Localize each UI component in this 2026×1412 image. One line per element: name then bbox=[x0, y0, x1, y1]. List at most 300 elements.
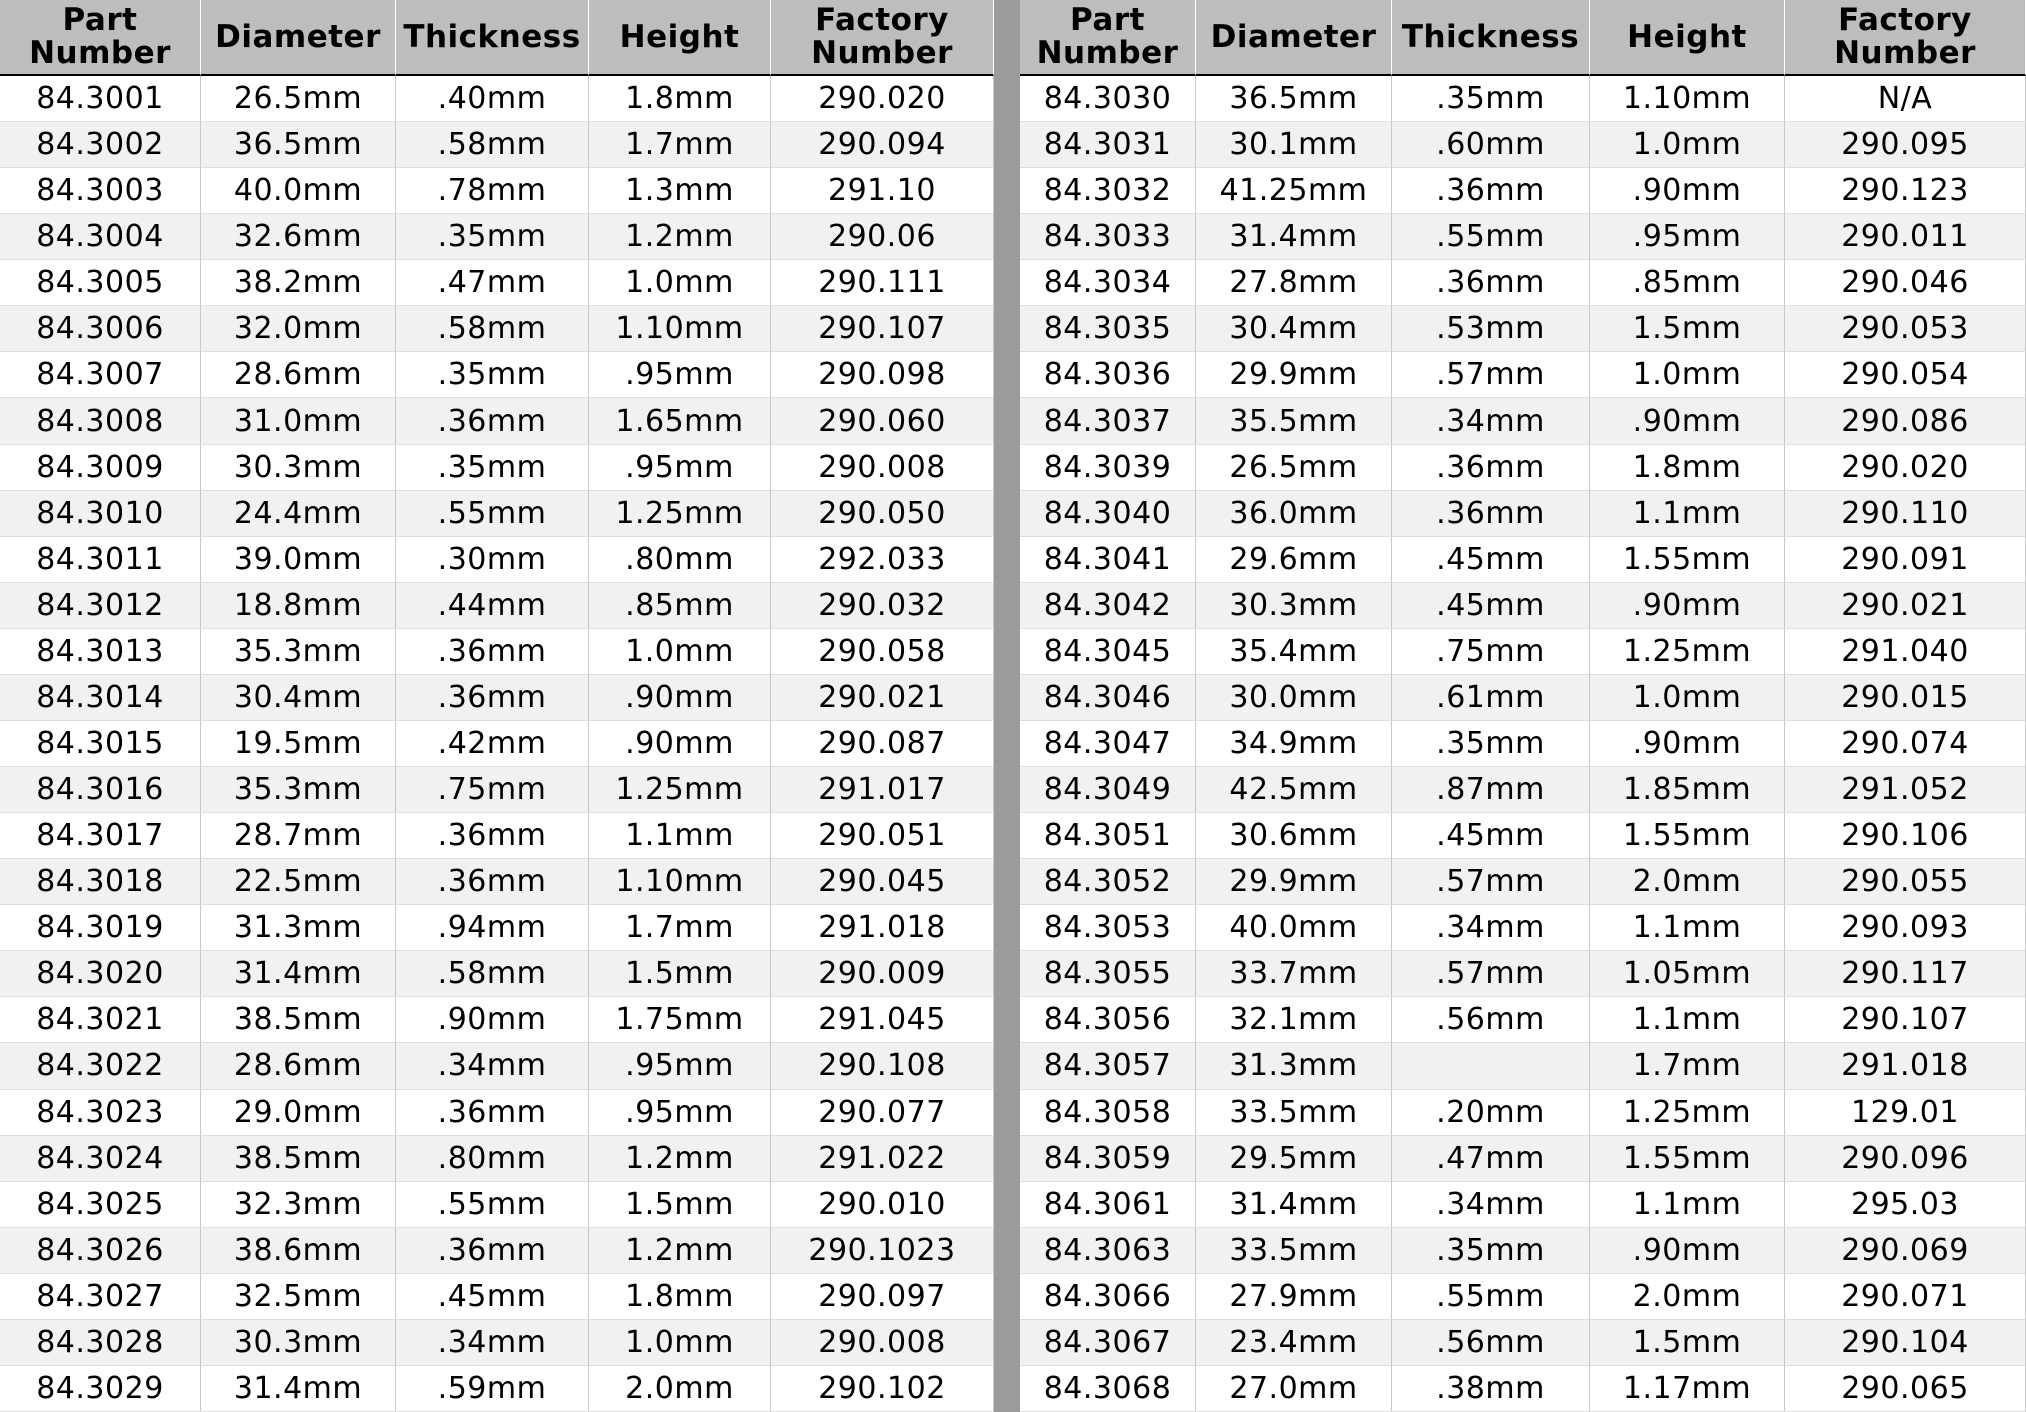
table-cell-diameter: 32.5mm bbox=[201, 1274, 396, 1320]
table-cell-height: .95mm bbox=[1590, 214, 1785, 260]
table-cell-thickness: .55mm bbox=[1392, 1274, 1590, 1320]
table-cell-diameter: 29.9mm bbox=[1196, 352, 1392, 398]
table-cell-diameter: 36.5mm bbox=[1196, 76, 1392, 122]
table-cell-thickness: .34mm bbox=[396, 1043, 589, 1089]
table-cell-part-number: 84.3015 bbox=[0, 721, 201, 767]
table-cell-factory-number: 290.106 bbox=[1785, 813, 2026, 859]
table-cell-part-number: 84.3057 bbox=[1020, 1043, 1196, 1089]
table-cell-diameter: 32.1mm bbox=[1196, 997, 1392, 1043]
table-cell-diameter: 29.5mm bbox=[1196, 1136, 1392, 1182]
table-cell-diameter: 26.5mm bbox=[1196, 445, 1392, 491]
table-cell-part-number: 84.3017 bbox=[0, 813, 201, 859]
table-cell-thickness: .34mm bbox=[1392, 905, 1590, 951]
table-cell-diameter: 30.6mm bbox=[1196, 813, 1392, 859]
table-cell-diameter: 30.4mm bbox=[1196, 306, 1392, 352]
table-cell-diameter: 23.4mm bbox=[1196, 1320, 1392, 1366]
table-cell-height: 2.0mm bbox=[1590, 1274, 1785, 1320]
table-cell-height: 1.1mm bbox=[1590, 1182, 1785, 1228]
table-cell-factory-number: 290.1023 bbox=[771, 1228, 994, 1274]
table-cell-diameter: 28.6mm bbox=[201, 1043, 396, 1089]
column-divider bbox=[994, 0, 1020, 1412]
table-cell-part-number: 84.3042 bbox=[1020, 583, 1196, 629]
table-cell-part-number: 84.3023 bbox=[0, 1090, 201, 1136]
table-cell-thickness: .34mm bbox=[1392, 398, 1590, 444]
table-cell-thickness: .38mm bbox=[1392, 1366, 1590, 1412]
column-header-factory-number: Factory Number bbox=[771, 0, 994, 76]
table-cell-diameter: 30.3mm bbox=[201, 1320, 396, 1366]
table-cell-height: 1.7mm bbox=[589, 905, 771, 951]
table-cell-part-number: 84.3016 bbox=[0, 767, 201, 813]
table-cell-diameter: 40.0mm bbox=[201, 168, 396, 214]
table-cell-thickness: .57mm bbox=[1392, 859, 1590, 905]
table-cell-thickness: .45mm bbox=[1392, 813, 1590, 859]
parts-table-left bbox=[0, 0, 994, 1412]
table-cell-part-number: 84.3014 bbox=[0, 675, 201, 721]
table-cell-factory-number: 291.018 bbox=[1785, 1043, 2026, 1089]
table-cell-factory-number: 290.074 bbox=[1785, 721, 2026, 767]
table-cell-factory-number: 290.107 bbox=[771, 306, 994, 352]
table-cell-factory-number: 290.087 bbox=[771, 721, 994, 767]
table-cell-factory-number: 291.017 bbox=[771, 767, 994, 813]
table-cell-height: .85mm bbox=[1590, 260, 1785, 306]
table-cell-diameter: 40.0mm bbox=[1196, 905, 1392, 951]
table-cell-factory-number: 290.008 bbox=[771, 445, 994, 491]
table-cell-factory-number: 290.077 bbox=[771, 1090, 994, 1136]
table-cell-part-number: 84.3066 bbox=[1020, 1274, 1196, 1320]
table-cell-factory-number: 290.046 bbox=[1785, 260, 2026, 306]
table-cell-thickness: .75mm bbox=[1392, 629, 1590, 675]
table-cell-thickness: .53mm bbox=[1392, 306, 1590, 352]
table-cell-thickness: .59mm bbox=[396, 1366, 589, 1412]
table-cell-thickness: .36mm bbox=[396, 859, 589, 905]
table-cell-thickness: .45mm bbox=[1392, 537, 1590, 583]
table-cell-diameter: 24.4mm bbox=[201, 491, 396, 537]
table-cell-part-number: 84.3055 bbox=[1020, 951, 1196, 997]
table-cell-factory-number: 290.020 bbox=[1785, 445, 2026, 491]
table-cell-factory-number: 290.060 bbox=[771, 398, 994, 444]
table-cell-part-number: 84.3061 bbox=[1020, 1182, 1196, 1228]
table-cell-height: 2.0mm bbox=[589, 1366, 771, 1412]
column-header-thickness: Thickness bbox=[1392, 0, 1590, 76]
column-header-part-number: Part Number bbox=[1020, 0, 1196, 76]
table-cell-height: 1.10mm bbox=[1590, 76, 1785, 122]
table-cell-factory-number: 291.018 bbox=[771, 905, 994, 951]
table-cell-height: 1.5mm bbox=[1590, 306, 1785, 352]
table-cell-part-number: 84.3067 bbox=[1020, 1320, 1196, 1366]
table-cell-diameter: 32.6mm bbox=[201, 214, 396, 260]
table-cell-diameter: 38.5mm bbox=[201, 1136, 396, 1182]
table-cell-factory-number: 290.086 bbox=[1785, 398, 2026, 444]
table-cell-part-number: 84.3011 bbox=[0, 537, 201, 583]
table-cell-part-number: 84.3040 bbox=[1020, 491, 1196, 537]
table-cell-part-number: 84.3010 bbox=[0, 491, 201, 537]
table-cell-part-number: 84.3029 bbox=[0, 1366, 201, 1412]
table-cell-factory-number: 290.104 bbox=[1785, 1320, 2026, 1366]
table-cell-diameter: 33.5mm bbox=[1196, 1228, 1392, 1274]
table-cell-factory-number: 290.093 bbox=[1785, 905, 2026, 951]
table-cell-part-number: 84.3039 bbox=[1020, 445, 1196, 491]
table-cell-thickness: .36mm bbox=[396, 1090, 589, 1136]
table-cell-factory-number: 290.091 bbox=[1785, 537, 2026, 583]
table-cell-thickness: .55mm bbox=[1392, 214, 1590, 260]
table-cell-factory-number: 290.051 bbox=[771, 813, 994, 859]
table-cell-part-number: 84.3027 bbox=[0, 1274, 201, 1320]
table-cell-factory-number: 290.020 bbox=[771, 76, 994, 122]
table-cell-thickness: .47mm bbox=[1392, 1136, 1590, 1182]
table-cell-diameter: 27.0mm bbox=[1196, 1366, 1392, 1412]
table-cell-part-number: 84.3012 bbox=[0, 583, 201, 629]
table-cell-part-number: 84.3049 bbox=[1020, 767, 1196, 813]
table-cell-height: 1.8mm bbox=[589, 76, 771, 122]
table-cell-height: 1.25mm bbox=[1590, 1090, 1785, 1136]
table-cell-diameter: 30.4mm bbox=[201, 675, 396, 721]
table-cell-height: 1.55mm bbox=[1590, 537, 1785, 583]
table-cell-diameter: 26.5mm bbox=[201, 76, 396, 122]
table-cell-height: .80mm bbox=[589, 537, 771, 583]
table-cell-thickness: .58mm bbox=[396, 306, 589, 352]
table-cell-height: 1.1mm bbox=[589, 813, 771, 859]
table-cell-thickness: .34mm bbox=[396, 1320, 589, 1366]
table-cell-thickness: .44mm bbox=[396, 583, 589, 629]
table-cell-diameter: 28.7mm bbox=[201, 813, 396, 859]
table-cell-part-number: 84.3021 bbox=[0, 997, 201, 1043]
table-cell-factory-number: 290.102 bbox=[771, 1366, 994, 1412]
table-cell-diameter: 35.5mm bbox=[1196, 398, 1392, 444]
table-cell-diameter: 36.0mm bbox=[1196, 491, 1392, 537]
column-header-thickness: Thickness bbox=[396, 0, 589, 76]
table-cell-part-number: 84.3058 bbox=[1020, 1090, 1196, 1136]
table-cell-thickness: .35mm bbox=[1392, 1228, 1590, 1274]
table-cell-height: 1.5mm bbox=[589, 951, 771, 997]
table-cell-thickness: .36mm bbox=[1392, 445, 1590, 491]
table-cell-diameter: 31.3mm bbox=[1196, 1043, 1392, 1089]
table-cell-part-number: 84.3003 bbox=[0, 168, 201, 214]
table-cell-height: .85mm bbox=[589, 583, 771, 629]
table-cell-thickness: .45mm bbox=[1392, 583, 1590, 629]
table-cell-thickness: .36mm bbox=[396, 813, 589, 859]
table-cell-diameter: 30.0mm bbox=[1196, 675, 1392, 721]
table-cell-height: .90mm bbox=[1590, 721, 1785, 767]
table-cell-part-number: 84.3009 bbox=[0, 445, 201, 491]
table-cell-height: 1.0mm bbox=[1590, 352, 1785, 398]
table-cell-factory-number: 290.117 bbox=[1785, 951, 2026, 997]
table-cell-part-number: 84.3051 bbox=[1020, 813, 1196, 859]
table-cell-height: 1.7mm bbox=[1590, 1043, 1785, 1089]
table-cell-thickness: .35mm bbox=[1392, 721, 1590, 767]
table-cell-part-number: 84.3025 bbox=[0, 1182, 201, 1228]
table-cell-thickness: .60mm bbox=[1392, 122, 1590, 168]
table-cell-part-number: 84.3008 bbox=[0, 398, 201, 444]
table-cell-part-number: 84.3059 bbox=[1020, 1136, 1196, 1182]
table-cell-height: .90mm bbox=[1590, 398, 1785, 444]
table-cell-diameter: 29.9mm bbox=[1196, 859, 1392, 905]
table-cell-diameter: 33.5mm bbox=[1196, 1090, 1392, 1136]
table-cell-height: 1.5mm bbox=[589, 1182, 771, 1228]
table-cell-height: 1.25mm bbox=[589, 767, 771, 813]
table-cell-factory-number: 290.045 bbox=[771, 859, 994, 905]
table-cell-part-number: 84.3030 bbox=[1020, 76, 1196, 122]
table-cell-part-number: 84.3006 bbox=[0, 306, 201, 352]
table-cell-thickness: .36mm bbox=[396, 675, 589, 721]
table-cell-factory-number: 290.110 bbox=[1785, 491, 2026, 537]
table-cell-diameter: 33.7mm bbox=[1196, 951, 1392, 997]
table-cell-thickness: .42mm bbox=[396, 721, 589, 767]
table-cell-thickness: .78mm bbox=[396, 168, 589, 214]
table-cell-height: 1.0mm bbox=[589, 1320, 771, 1366]
table-cell-diameter: 36.5mm bbox=[201, 122, 396, 168]
table-cell-part-number: 84.3001 bbox=[0, 76, 201, 122]
table-cell-diameter: 31.0mm bbox=[201, 398, 396, 444]
table-cell-height: 1.0mm bbox=[589, 629, 771, 675]
table-cell-factory-number: 290.009 bbox=[771, 951, 994, 997]
table-cell-diameter: 32.3mm bbox=[201, 1182, 396, 1228]
table-cell-thickness: .30mm bbox=[396, 537, 589, 583]
table-cell-height: 1.65mm bbox=[589, 398, 771, 444]
table-cell-factory-number: 290.021 bbox=[1785, 583, 2026, 629]
table-cell-factory-number: 290.096 bbox=[1785, 1136, 2026, 1182]
table-cell-thickness: .58mm bbox=[396, 951, 589, 997]
table-cell-thickness: .35mm bbox=[396, 445, 589, 491]
table-cell-height: .90mm bbox=[1590, 168, 1785, 214]
table-cell-height: .95mm bbox=[589, 445, 771, 491]
table-cell-height: 1.0mm bbox=[1590, 675, 1785, 721]
table-cell-thickness: .36mm bbox=[1392, 491, 1590, 537]
table-cell-factory-number: 129.01 bbox=[1785, 1090, 2026, 1136]
table-cell-thickness: .36mm bbox=[396, 629, 589, 675]
table-cell-part-number: 84.3028 bbox=[0, 1320, 201, 1366]
table-cell-part-number: 84.3035 bbox=[1020, 306, 1196, 352]
table-cell-diameter: 29.0mm bbox=[201, 1090, 396, 1136]
table-cell-diameter: 27.8mm bbox=[1196, 260, 1392, 306]
table-cell-diameter: 38.5mm bbox=[201, 997, 396, 1043]
table-cell-height: 1.2mm bbox=[589, 1228, 771, 1274]
table-cell-height: 1.75mm bbox=[589, 997, 771, 1043]
table-cell-thickness: .35mm bbox=[396, 352, 589, 398]
table-cell-thickness: .35mm bbox=[396, 214, 589, 260]
table-cell-height: 1.10mm bbox=[589, 859, 771, 905]
table-cell-thickness: .87mm bbox=[1392, 767, 1590, 813]
table-cell-factory-number: 290.015 bbox=[1785, 675, 2026, 721]
table-cell-factory-number: 290.097 bbox=[771, 1274, 994, 1320]
table-cell-part-number: 84.3005 bbox=[0, 260, 201, 306]
table-cell-part-number: 84.3024 bbox=[0, 1136, 201, 1182]
parts-table-right bbox=[1020, 0, 2026, 1412]
column-header-diameter: Diameter bbox=[1196, 0, 1392, 76]
table-cell-height: 1.0mm bbox=[589, 260, 771, 306]
table-cell-part-number: 84.3002 bbox=[0, 122, 201, 168]
table-cell-thickness bbox=[1392, 1043, 1590, 1089]
table-cell-factory-number: 291.045 bbox=[771, 997, 994, 1043]
table-cell-diameter: 31.3mm bbox=[201, 905, 396, 951]
table-cell-thickness: .90mm bbox=[396, 997, 589, 1043]
table-cell-height: 1.8mm bbox=[589, 1274, 771, 1320]
table-cell-factory-number: 291.022 bbox=[771, 1136, 994, 1182]
table-cell-factory-number: 290.010 bbox=[771, 1182, 994, 1228]
column-header-factory-number: Factory Number bbox=[1785, 0, 2026, 76]
table-cell-factory-number: 295.03 bbox=[1785, 1182, 2026, 1228]
table-cell-factory-number: 291.040 bbox=[1785, 629, 2026, 675]
table-cell-height: 1.2mm bbox=[589, 214, 771, 260]
table-cell-part-number: 84.3037 bbox=[1020, 398, 1196, 444]
table-cell-part-number: 84.3004 bbox=[0, 214, 201, 260]
table-cell-part-number: 84.3031 bbox=[1020, 122, 1196, 168]
table-cell-part-number: 84.3047 bbox=[1020, 721, 1196, 767]
table-cell-height: .95mm bbox=[589, 1090, 771, 1136]
table-cell-diameter: 28.6mm bbox=[201, 352, 396, 398]
table-cell-height: 1.2mm bbox=[589, 1136, 771, 1182]
table-cell-diameter: 30.3mm bbox=[201, 445, 396, 491]
table-cell-part-number: 84.3056 bbox=[1020, 997, 1196, 1043]
table-cell-thickness: .40mm bbox=[396, 76, 589, 122]
table-cell-height: .90mm bbox=[1590, 583, 1785, 629]
column-header-height: Height bbox=[589, 0, 771, 76]
table-cell-diameter: 30.3mm bbox=[1196, 583, 1392, 629]
table-cell-part-number: 84.3007 bbox=[0, 352, 201, 398]
table-cell-diameter: 27.9mm bbox=[1196, 1274, 1392, 1320]
table-cell-diameter: 38.6mm bbox=[201, 1228, 396, 1274]
table-cell-thickness: .36mm bbox=[396, 398, 589, 444]
table-cell-diameter: 30.1mm bbox=[1196, 122, 1392, 168]
table-cell-diameter: 31.4mm bbox=[1196, 1182, 1392, 1228]
table-cell-height: 1.1mm bbox=[1590, 491, 1785, 537]
column-header-diameter: Diameter bbox=[201, 0, 396, 76]
table-cell-thickness: .20mm bbox=[1392, 1090, 1590, 1136]
table-cell-factory-number: 290.095 bbox=[1785, 122, 2026, 168]
table-cell-diameter: 35.3mm bbox=[201, 767, 396, 813]
table-cell-part-number: 84.3046 bbox=[1020, 675, 1196, 721]
table-cell-thickness: .36mm bbox=[1392, 260, 1590, 306]
table-cell-part-number: 84.3052 bbox=[1020, 859, 1196, 905]
table-cell-factory-number: 291.052 bbox=[1785, 767, 2026, 813]
table-cell-part-number: 84.3063 bbox=[1020, 1228, 1196, 1274]
table-cell-diameter: 19.5mm bbox=[201, 721, 396, 767]
table-cell-factory-number: 290.054 bbox=[1785, 352, 2026, 398]
table-cell-factory-number: 290.108 bbox=[771, 1043, 994, 1089]
table-cell-diameter: 42.5mm bbox=[1196, 767, 1392, 813]
table-cell-height: .90mm bbox=[1590, 1228, 1785, 1274]
table-cell-part-number: 84.3034 bbox=[1020, 260, 1196, 306]
column-header-height: Height bbox=[1590, 0, 1785, 76]
table-cell-factory-number: 290.050 bbox=[771, 491, 994, 537]
table-cell-factory-number: 290.032 bbox=[771, 583, 994, 629]
table-cell-thickness: .35mm bbox=[1392, 76, 1590, 122]
table-cell-height: 1.1mm bbox=[1590, 905, 1785, 951]
table-cell-diameter: 31.4mm bbox=[201, 951, 396, 997]
table-cell-height: 1.5mm bbox=[1590, 1320, 1785, 1366]
table-cell-thickness: .80mm bbox=[396, 1136, 589, 1182]
table-cell-thickness: .57mm bbox=[1392, 951, 1590, 997]
table-cell-thickness: .34mm bbox=[1392, 1182, 1590, 1228]
table-cell-thickness: .94mm bbox=[396, 905, 589, 951]
table-cell-height: 1.25mm bbox=[1590, 629, 1785, 675]
table-cell-thickness: .75mm bbox=[396, 767, 589, 813]
table-cell-factory-number: 290.111 bbox=[771, 260, 994, 306]
table-cell-height: 1.55mm bbox=[1590, 813, 1785, 859]
table-cell-height: .90mm bbox=[589, 721, 771, 767]
table-cell-height: 1.25mm bbox=[589, 491, 771, 537]
column-header-part-number: Part Number bbox=[0, 0, 201, 76]
table-cell-height: .90mm bbox=[589, 675, 771, 721]
table-cell-factory-number: 290.011 bbox=[1785, 214, 2026, 260]
table-cell-part-number: 84.3020 bbox=[0, 951, 201, 997]
table-cell-factory-number: 290.008 bbox=[771, 1320, 994, 1366]
table-cell-height: 1.3mm bbox=[589, 168, 771, 214]
table-cell-diameter: 38.2mm bbox=[201, 260, 396, 306]
table-cell-diameter: 31.4mm bbox=[1196, 214, 1392, 260]
table-cell-diameter: 18.8mm bbox=[201, 583, 396, 629]
table-cell-part-number: 84.3019 bbox=[0, 905, 201, 951]
table-cell-thickness: .55mm bbox=[396, 1182, 589, 1228]
table-cell-diameter: 31.4mm bbox=[201, 1366, 396, 1412]
table-cell-factory-number: 290.053 bbox=[1785, 306, 2026, 352]
table-cell-thickness: .36mm bbox=[396, 1228, 589, 1274]
table-cell-factory-number: 290.065 bbox=[1785, 1366, 2026, 1412]
table-cell-height: 1.1mm bbox=[1590, 997, 1785, 1043]
table-cell-diameter: 29.6mm bbox=[1196, 537, 1392, 583]
table-cell-diameter: 22.5mm bbox=[201, 859, 396, 905]
table-cell-diameter: 32.0mm bbox=[201, 306, 396, 352]
table-cell-part-number: 84.3032 bbox=[1020, 168, 1196, 214]
table-cell-height: .95mm bbox=[589, 1043, 771, 1089]
table-cell-factory-number: 290.123 bbox=[1785, 168, 2026, 214]
table-cell-diameter: 41.25mm bbox=[1196, 168, 1392, 214]
table-cell-factory-number: 290.094 bbox=[771, 122, 994, 168]
table-cell-height: 1.10mm bbox=[589, 306, 771, 352]
table-cell-diameter: 35.4mm bbox=[1196, 629, 1392, 675]
table-cell-factory-number: 290.06 bbox=[771, 214, 994, 260]
table-cell-part-number: 84.3022 bbox=[0, 1043, 201, 1089]
table-cell-factory-number: 290.055 bbox=[1785, 859, 2026, 905]
table-cell-height: 1.05mm bbox=[1590, 951, 1785, 997]
table-cell-factory-number: 290.069 bbox=[1785, 1228, 2026, 1274]
table-cell-factory-number: 290.021 bbox=[771, 675, 994, 721]
table-cell-part-number: 84.3045 bbox=[1020, 629, 1196, 675]
table-cell-height: 1.8mm bbox=[1590, 445, 1785, 491]
table-cell-part-number: 84.3068 bbox=[1020, 1366, 1196, 1412]
table-cell-part-number: 84.3018 bbox=[0, 859, 201, 905]
table-cell-height: .95mm bbox=[589, 352, 771, 398]
table-cell-height: 1.17mm bbox=[1590, 1366, 1785, 1412]
table-cell-height: 1.55mm bbox=[1590, 1136, 1785, 1182]
table-cell-thickness: .57mm bbox=[1392, 352, 1590, 398]
table-cell-factory-number: 290.107 bbox=[1785, 997, 2026, 1043]
table-cell-height: 1.7mm bbox=[589, 122, 771, 168]
table-cell-part-number: 84.3041 bbox=[1020, 537, 1196, 583]
table-cell-diameter: 34.9mm bbox=[1196, 721, 1392, 767]
table-cell-height: 1.0mm bbox=[1590, 122, 1785, 168]
table-cell-part-number: 84.3013 bbox=[0, 629, 201, 675]
table-cell-factory-number: 290.098 bbox=[771, 352, 994, 398]
table-cell-thickness: .58mm bbox=[396, 122, 589, 168]
table-cell-diameter: 39.0mm bbox=[201, 537, 396, 583]
table-cell-part-number: 84.3033 bbox=[1020, 214, 1196, 260]
table-cell-height: 1.85mm bbox=[1590, 767, 1785, 813]
table-cell-thickness: .55mm bbox=[396, 491, 589, 537]
table-cell-height: 2.0mm bbox=[1590, 859, 1785, 905]
table-cell-diameter: 35.3mm bbox=[201, 629, 396, 675]
table-cell-factory-number: 292.033 bbox=[771, 537, 994, 583]
table-cell-factory-number: 290.058 bbox=[771, 629, 994, 675]
table-cell-thickness: .36mm bbox=[1392, 168, 1590, 214]
table-cell-part-number: 84.3053 bbox=[1020, 905, 1196, 951]
table-cell-thickness: .61mm bbox=[1392, 675, 1590, 721]
table-cell-factory-number: 291.10 bbox=[771, 168, 994, 214]
table-cell-factory-number: 290.071 bbox=[1785, 1274, 2026, 1320]
table-cell-thickness: .47mm bbox=[396, 260, 589, 306]
table-cell-factory-number: N/A bbox=[1785, 76, 2026, 122]
table-cell-thickness: .45mm bbox=[396, 1274, 589, 1320]
table-cell-part-number: 84.3036 bbox=[1020, 352, 1196, 398]
